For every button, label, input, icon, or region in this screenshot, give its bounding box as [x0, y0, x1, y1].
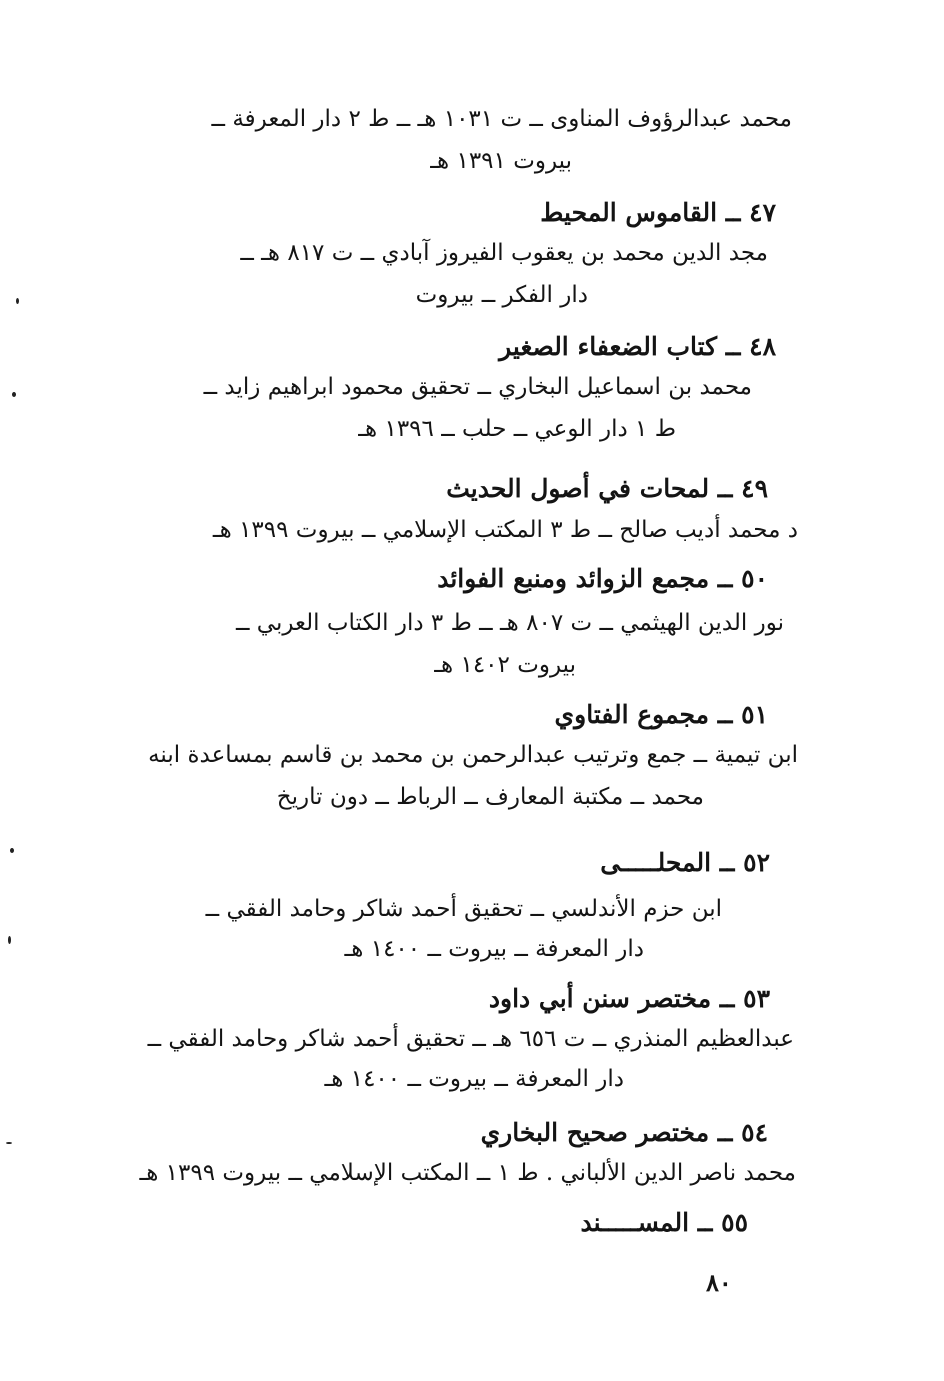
entry-52-heading: ٥٢ ــ المحلـــــى	[600, 848, 770, 877]
scan-speck	[16, 298, 19, 304]
entry-52-author-line-1: ابن حزم الأندلسي ــ تحقيق أحمد شاكر وحامد الفقي ــ	[205, 896, 722, 922]
entry-50-author-line-1: نور الدين الهيثمي ــ ت ٨٠٧ هـ ــ ط ٣ دار الكتاب العربي ــ	[235, 610, 784, 636]
page-number: ٨٠	[706, 1268, 732, 1297]
entry-52-author-line-2: دار المعرفة ــ بيروت ــ ١٤٠٠ هـ	[344, 936, 644, 962]
entry-47-author-line-1: مجد الدين محمد بن يعقوب الفيروز آبادي ــ ت ٨١٧ هـ ــ	[240, 240, 768, 266]
scan-speck	[10, 848, 14, 853]
entry-50-author-line-2: بيروت ١٤٠٢ هـ	[434, 652, 576, 678]
entry-51-heading: ٥١ ــ مجموع الفتاوي	[554, 700, 768, 729]
entry-53-author-line-1: عبدالعظيم المنذري ــ ت ٦٥٦ هـ ــ تحقيق أحمد شاكر وحامد الفقي ــ	[147, 1026, 794, 1052]
entry-50-heading: ٥٠ ــ مجمع الزوائد ومنبع الفوائد	[437, 564, 768, 593]
entry-49-heading: ٤٩ ــ لمحات في أصول الحديث	[446, 474, 768, 503]
entry-47-heading: ٤٧ ــ القاموس المحيط	[540, 198, 776, 227]
entry-46-author-line-2: بيروت ١٣٩١ هـ	[430, 148, 572, 174]
entry-48-author-line-1: محمد بن اسماعيل البخاري ــ تحقيق محمود ابراهيم زايد ــ	[203, 374, 752, 400]
entry-51-author-line-2: محمد ــ مكتبة المعارف ــ الرباط ــ دون تاريخ	[276, 784, 704, 810]
entry-54-author-line-1: محمد ناصر الدين الألباني . ط ١ ــ المكتب الإسلامي ــ بيروت ١٣٩٩ هـ	[139, 1160, 796, 1186]
entry-48-heading: ٤٨ ــ كتاب الضعفاء الصغير	[499, 332, 776, 361]
entry-54-heading: ٥٤ ــ مختصر صحيح البخاري	[480, 1118, 768, 1147]
entry-47-author-line-2: دار الفكر ــ بيروت	[415, 282, 588, 308]
entry-49-author-line-1: د محمد أديب صالح ــ ط ٣ المكتب الإسلامي ــ بيروت ١٣٩٩ هـ	[212, 517, 798, 543]
entry-51-author-line-1: ابن تيمية ــ جمع وترتيب عبدالرحمن بن محمد بن قاسم بمساعدة ابنه	[148, 742, 798, 768]
scan-speck	[8, 936, 11, 944]
entry-53-heading: ٥٣ ــ مختصر سنن أبي داود	[488, 984, 770, 1013]
entry-48-author-line-2: ط ١ دار الوعي ــ حلب ــ ١٣٩٦ هـ	[358, 416, 676, 442]
entry-53-author-line-2: دار المعرفة ــ بيروت ــ ١٤٠٠ هـ	[324, 1066, 624, 1092]
entry-46-author-line-1: محمد عبدالرؤوف المناوى ــ ت ١٠٣١ هـ ــ ط ٢ دار المعرفة ــ	[211, 106, 792, 132]
scan-speck	[12, 392, 16, 397]
entry-55-heading: ٥٥ ــ المســـــند	[580, 1208, 748, 1237]
scan-speck	[6, 1142, 12, 1144]
